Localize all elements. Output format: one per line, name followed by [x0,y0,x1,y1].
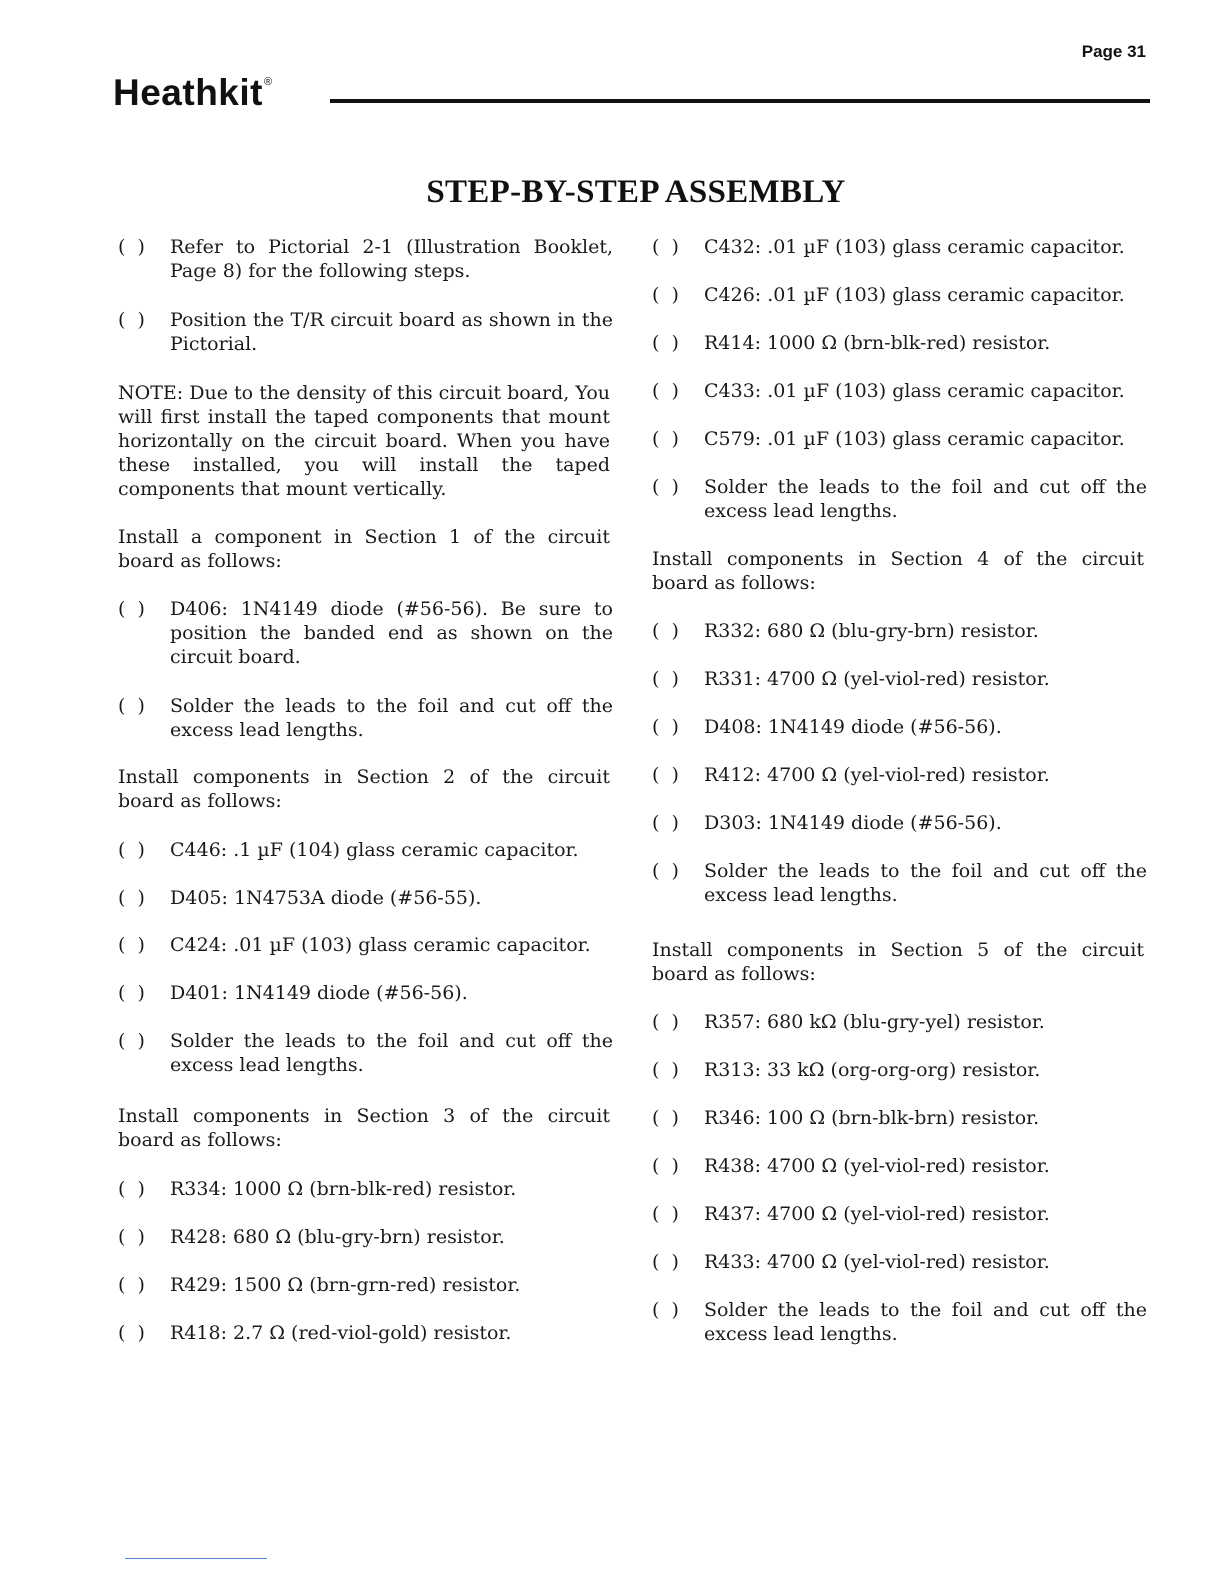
step-item [652,715,1147,739]
step-item [118,1225,613,1249]
step-text: C433: .01 µF (103) glass ceramic capacitor. [704,380,1125,402]
step-text: R412: 4700 Ω (yel-viol-red) resistor. [704,764,1050,786]
step-checkbox[interactable]: ( ) [652,284,679,306]
step-checkbox[interactable]: ( ) [652,1299,679,1321]
step-item [652,1298,1147,1346]
step-text: Refer to Pictorial 2-1 (Illustration Booklet, Page 8) for the following steps. [170,236,613,282]
step-checkbox[interactable]: ( ) [652,428,679,450]
step-item [652,1010,1147,1034]
step-item [118,838,613,862]
step-checkbox[interactable]: ( ) [652,1203,679,1225]
page-title: STEP-BY-STEP ASSEMBLY [426,174,846,210]
step-checkbox[interactable]: ( ) [118,1226,145,1248]
step-item [652,667,1147,691]
step-text: R437: 4700 Ω (yel-viol-red) resistor. [704,1203,1050,1225]
step-text: R429: 1500 Ω (brn-grn-red) resistor. [170,1274,521,1296]
step-text: R332: 680 Ω (blu-gry-brn) resistor. [704,620,1039,642]
step-item [652,283,1147,307]
step-text: R438: 4700 Ω (yel-viol-red) resistor. [704,1155,1050,1177]
step-item [652,427,1147,451]
step-text: D405: 1N4753A diode (#56-55). [170,887,482,909]
section-3-intro: Install components in Section 3 of the circuit board as follows: [118,1105,610,1151]
step-text: R428: 680 Ω (blu-gry-brn) resistor. [170,1226,505,1248]
step-checkbox[interactable]: ( ) [652,620,679,642]
step-text: Solder the leads to the foil and cut off the excess lead lengths. [704,860,1147,906]
step-item [652,619,1147,643]
step-checkbox[interactable]: ( ) [118,1178,145,1200]
brand-logo [113,72,273,114]
step-item [652,811,1147,835]
step-text: R334: 1000 Ω (brn-blk-red) resistor. [170,1178,517,1200]
step-text: Solder the leads to the foil and cut off the excess lead lengths. [704,1299,1147,1345]
step-text: D401: 1N4149 diode (#56-56). [170,982,468,1004]
step-checkbox[interactable]: ( ) [118,309,145,331]
footer-rule [125,1558,267,1559]
step-item [652,1106,1147,1130]
step-item [118,694,613,742]
step-item [118,1177,613,1201]
step-item [652,475,1147,523]
step-item [652,1058,1147,1082]
step-text: C426: .01 µF (103) glass ceramic capacitor. [704,284,1125,306]
step-item [652,1250,1147,1274]
step-text: R418: 2.7 Ω (red-viol-gold) resistor. [170,1322,512,1344]
step-text: Solder the leads to the foil and cut off the excess lead lengths. [704,476,1147,522]
step-text: R414: 1000 Ω (brn-blk-red) resistor. [704,332,1051,354]
step-text: D408: 1N4149 diode (#56-56). [704,716,1002,738]
registered-mark: ® [263,76,273,88]
step-checkbox[interactable]: ( ) [652,236,679,258]
step-item [118,981,613,1005]
section-1-intro: Install a component in Section 1 of the circuit board as follows: [118,526,610,572]
step-item [118,597,613,669]
step-item [118,1273,613,1297]
section-5-intro: Install components in Section 5 of the circuit board as follows: [652,939,1144,985]
step-item [118,308,613,356]
step-text: R331: 4700 Ω (yel-viol-red) resistor. [704,668,1050,690]
step-checkbox[interactable]: ( ) [652,860,679,882]
step-checkbox[interactable]: ( ) [652,476,679,498]
step-checkbox[interactable]: ( ) [652,1155,679,1177]
note-paragraph: NOTE: Due to the density of this circuit board, You will first install the taped components that mount horizontally on the circuit board. When you have these installed, you will install the taped components that mount vertically. [118,382,610,500]
section-4-intro: Install components in Section 4 of the circuit board as follows: [652,548,1144,594]
step-checkbox[interactable]: ( ) [652,1011,679,1033]
step-checkbox[interactable]: ( ) [652,380,679,402]
step-checkbox[interactable]: ( ) [652,668,679,690]
step-item [652,1154,1147,1178]
step-text: C424: .01 µF (103) glass ceramic capacitor. [170,934,591,956]
step-checkbox[interactable]: ( ) [118,982,145,1004]
step-item [652,235,1147,259]
step-checkbox[interactable]: ( ) [118,236,145,258]
step-checkbox[interactable]: ( ) [652,1107,679,1129]
step-item [118,886,613,910]
page-number: Page 31 [1081,42,1146,61]
step-checkbox[interactable]: ( ) [118,598,145,620]
step-checkbox[interactable]: ( ) [118,1274,145,1296]
step-item [118,933,613,957]
step-item [652,331,1147,355]
step-item [652,763,1147,787]
step-text: C446: .1 µF (104) glass ceramic capacitor. [170,839,579,861]
step-checkbox[interactable]: ( ) [118,695,145,717]
step-text: Position the T/R circuit board as shown in the Pictorial. [170,309,613,355]
step-text: Solder the leads to the foil and cut off the excess lead lengths. [170,1030,613,1076]
step-checkbox[interactable]: ( ) [118,887,145,909]
brand-name: Heathkit [113,72,263,113]
step-item [652,859,1147,907]
step-checkbox[interactable]: ( ) [118,934,145,956]
step-text: R313: 33 kΩ (org-org-org) resistor. [704,1059,1041,1081]
step-text: D303: 1N4149 diode (#56-56). [704,812,1002,834]
step-checkbox[interactable]: ( ) [118,1030,145,1052]
step-checkbox[interactable]: ( ) [118,1322,145,1344]
step-item [118,1029,613,1077]
step-text: Solder the leads to the foil and cut off the excess lead lengths. [170,695,613,741]
step-item [652,379,1147,403]
step-checkbox[interactable]: ( ) [652,1059,679,1081]
step-item [118,1321,613,1345]
step-text: D406: 1N4149 diode (#56-56). Be sure to position the banded end as shown on the circuit board. [170,598,613,668]
step-checkbox[interactable]: ( ) [652,716,679,738]
step-text: R433: 4700 Ω (yel-viol-red) resistor. [704,1251,1050,1273]
step-checkbox[interactable]: ( ) [652,332,679,354]
step-checkbox[interactable]: ( ) [652,812,679,834]
step-text: C579: .01 µF (103) glass ceramic capacitor. [704,428,1125,450]
step-text: R357: 680 kΩ (blu-gry-yel) resistor. [704,1011,1045,1033]
section-2-intro: Install components in Section 2 of the circuit board as follows: [118,766,610,812]
header-rule [330,99,1150,103]
step-item [118,235,613,283]
step-item [652,1202,1147,1226]
step-text: R346: 100 Ω (brn-blk-brn) resistor. [704,1107,1040,1129]
step-checkbox[interactable]: ( ) [652,764,679,786]
step-text: C432: .01 µF (103) glass ceramic capacitor. [704,236,1125,258]
step-checkbox[interactable]: ( ) [652,1251,679,1273]
step-checkbox[interactable]: ( ) [118,839,145,861]
